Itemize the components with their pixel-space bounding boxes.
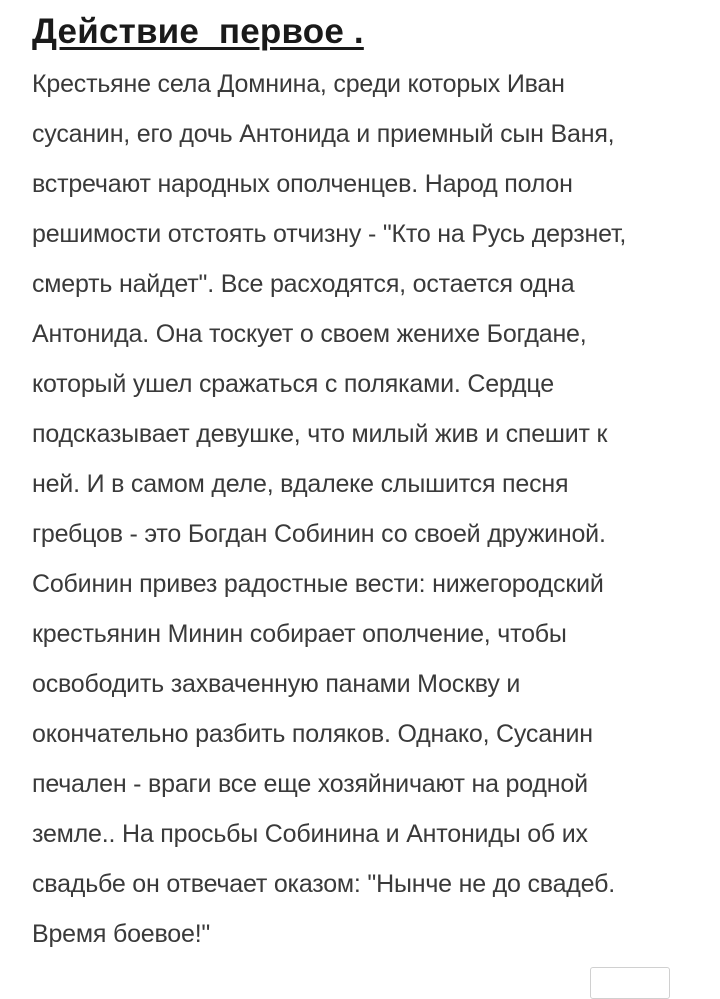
paragraph-line: встречают народных ополченцев. Народ полон	[32, 170, 573, 198]
paragraph-line: свадьбе он отвечает оказом: "Нынче не до свадеб.	[32, 870, 615, 898]
paragraph-line: Антонида. Она тоскует о своем женихе Богдане,	[32, 320, 587, 348]
paragraph-line: смерть найдет". Все расходятся, остается одна	[32, 270, 575, 298]
paragraph-line: ней. И в самом деле, вдалеке слышится песня	[32, 470, 569, 498]
paragraph-line: гребцов - это Богдан Собинин со своей дружиной.	[32, 520, 606, 548]
paragraph-line: сусанин, его дочь Антонида и приемный сын Ваня,	[32, 120, 615, 148]
paragraph-line: окончательно разбить поляков. Однако, Сусанин	[32, 720, 593, 748]
section-heading: Действие первое .	[32, 12, 364, 51]
paragraph-line: Время боевое!"	[32, 920, 211, 948]
paragraph-line: освободить захваченную панами Москву и	[32, 670, 521, 698]
paragraph-line: Собинин привез радостные вести: нижегородский	[32, 570, 604, 598]
synopsis-paragraph	[32, 59, 692, 959]
paragraph-line: Крестьяне села Домнина, среди которых Иван	[32, 70, 565, 98]
partial-button[interactable]	[590, 967, 670, 999]
paragraph-line: земле.. На просьбы Собинина и Антониды об их	[32, 820, 588, 848]
paragraph-line: подсказывает девушке, что милый жив и спешит к	[32, 420, 608, 448]
paragraph-line: крестьянин Минин собирает ополчение, чтобы	[32, 620, 567, 648]
paragraph-line: который ушел сражаться с поляками. Сердце	[32, 370, 554, 398]
paragraph-line: печален - враги все еще хозяйничают на родной	[32, 770, 588, 798]
paragraph-line: решимости отстоять отчизну - "Кто на Русь дерзнет,	[32, 220, 627, 248]
